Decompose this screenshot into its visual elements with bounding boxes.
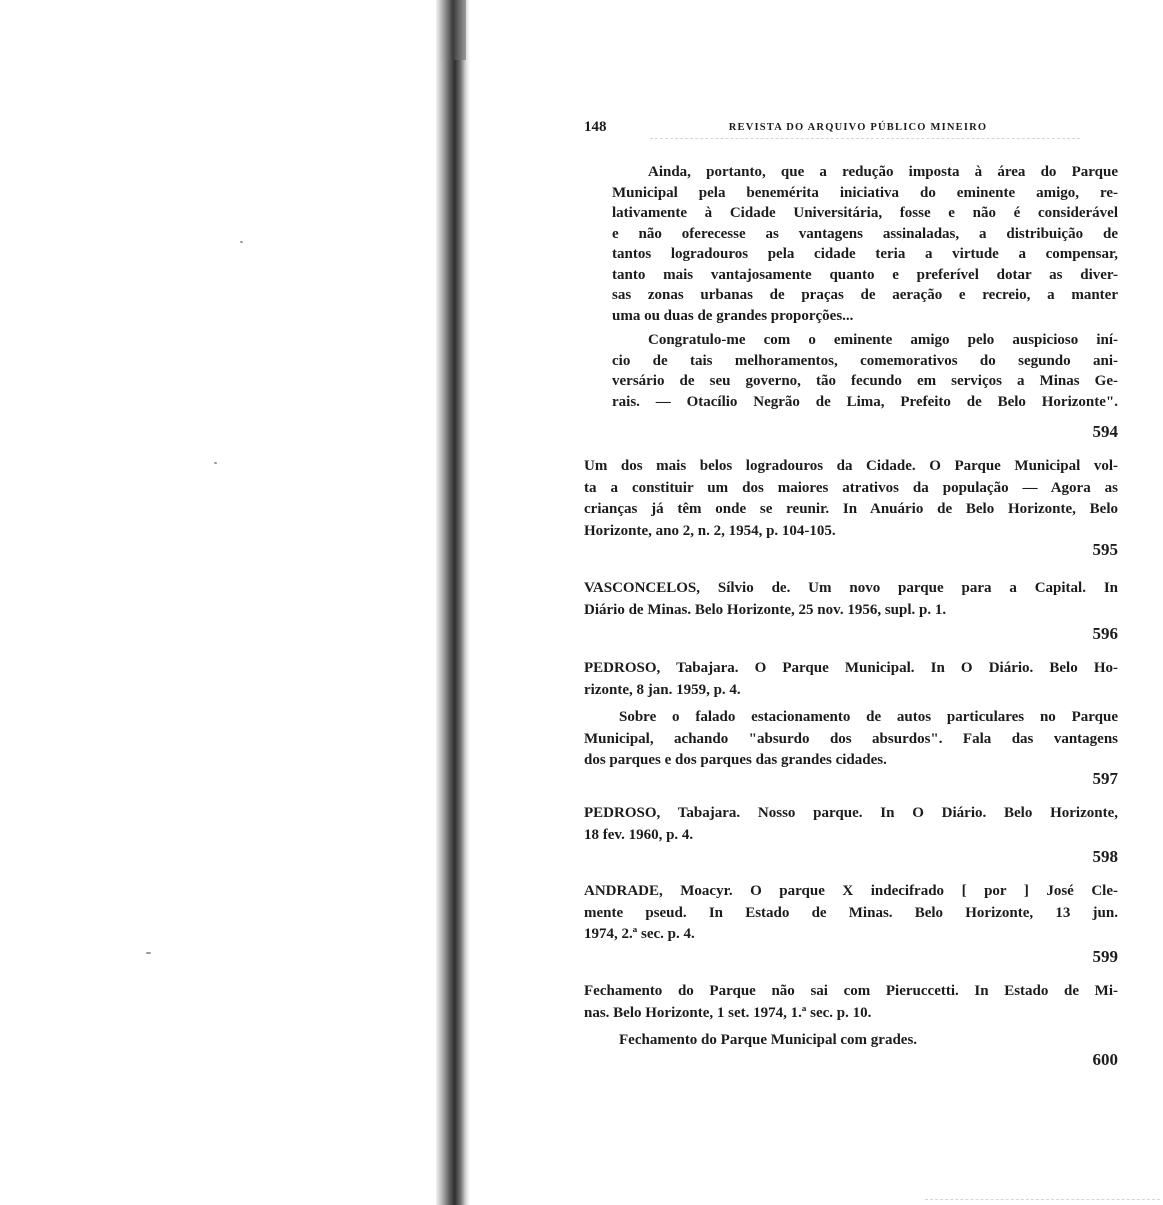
book-binding-shadow-top	[440, 0, 466, 60]
entry-number: 594	[1092, 422, 1118, 441]
entry-number: 596	[1092, 624, 1118, 643]
text-line: rais. — Otacílio Negrão de Lima, Prefeito de Belo Horizonte".	[612, 393, 1118, 410]
text-line: Horizonte, ano 2, n. 2, 1954, p. 104-105.	[584, 522, 836, 539]
text-line: e não oferecesse as vantagens assinaladas, a distribuição de	[612, 225, 1118, 242]
text-line: lativamente à Cidade Universitária, fosse e não é considerável	[612, 205, 1118, 221]
text-line: crianças já têm onde se reunir. In Anuário de Belo Horizonte, Belo	[584, 501, 1118, 517]
entry-citation	[584, 981, 1118, 1024]
entry-number: 600	[1092, 1050, 1118, 1069]
text-line: Diário de Minas. Belo Horizonte, 25 nov. 1956, supl. p. 1.	[584, 601, 947, 618]
entry-number: 599	[1092, 947, 1118, 966]
quote-paragraph-1	[612, 162, 1118, 326]
entry-note	[584, 707, 1118, 772]
text-line: dos parques e dos parques das grandes cidades.	[584, 752, 887, 768]
text-line: Um dos mais belos logradouros da Cidade. O Parque Municipal vol-	[584, 458, 1118, 474]
text-line: cio de tais melhoramentos, comemorativos do segundo ani-	[612, 352, 1118, 369]
text-line: 18 fev. 1960, p. 4.	[584, 826, 694, 843]
text-line: nas. Belo Horizonte, 1 set. 1974, 1.ª sec. p. 10.	[584, 1004, 872, 1021]
text-line: PEDROSO, Tabajara. Nosso parque. In O Diário. Belo Horizonte,	[584, 805, 1118, 821]
entry-citation	[584, 456, 1118, 542]
text-line: sas zonas urbanas de praças de aeração e recreio, a manter	[612, 287, 1118, 303]
text-line: 1974, 2.ª sec. p. 4.	[584, 926, 695, 942]
text-line: PEDROSO, Tabajara. O Parque Municipal. In O Diário. Belo Ho-	[584, 660, 1118, 676]
bottom-rule	[925, 1199, 1160, 1200]
text-line: mente pseud. In Estado de Minas. Belo Horizonte, 13 jun.	[584, 904, 1118, 921]
text-line: Fechamento do Parque não sai com Pieruccetti. In Estado de Mi-	[584, 983, 1118, 999]
quote-paragraph-2	[612, 330, 1118, 412]
text-line: Municipal pela benemérita iniciativa do eminente amigo, re-	[612, 184, 1118, 201]
entry-citation	[584, 578, 1118, 621]
text-line: Fechamento do Parque Municipal com grades.	[619, 1032, 918, 1048]
entry-number: 598	[1092, 847, 1118, 866]
text-line: tantos logradouros pela cidade teria a virtude a compensar,	[612, 246, 1118, 262]
text-line: uma ou duas de grandes proporções...	[612, 307, 854, 324]
page-number: 148	[584, 119, 607, 135]
scan-speck	[146, 952, 151, 954]
text-line: rizonte, 8 jan. 1959, p. 4.	[584, 681, 741, 698]
text-line: VASCONCELOS, Sílvio de. Um novo parque para a Capital. In	[584, 580, 1118, 596]
running-title: REVISTA DO ARQUIVO PÚBLICO MINEIRO	[728, 122, 988, 133]
text-line: Municipal, achando "absurdo dos absurdos". Fala das vantagens	[584, 730, 1118, 747]
text-line: tanto mais vantajosamente quanto e preferível dotar as diver-	[612, 266, 1118, 283]
scan-speck	[214, 462, 217, 464]
entry-citation	[584, 803, 1118, 846]
entry-number: 595	[1092, 540, 1118, 559]
entry-note	[584, 1030, 1118, 1052]
book-binding-shadow	[436, 0, 470, 1205]
text-line: ANDRADE, Moacyr. O parque X indecifrado [ por ] José Cle-	[584, 883, 1118, 899]
text-line: ta a constituir um dos maiores atrativos da população — Agora as	[584, 479, 1118, 496]
text-line: Sobre o falado estacionamento de autos particulares no Parque	[619, 709, 1118, 725]
entry-citation	[584, 881, 1118, 946]
entry-number: 597	[1092, 769, 1118, 788]
scan-speck	[240, 241, 243, 243]
entry-citation	[584, 658, 1118, 701]
text-line: Ainda, portanto, que a redução imposta à área do Parque	[648, 164, 1118, 180]
text-line: Congratulo-me com o eminente amigo pelo auspicioso iní-	[648, 332, 1118, 348]
header-rule	[650, 138, 1080, 139]
text-line: versário de seu governo, tão fecundo em serviços a Minas Ge-	[612, 373, 1118, 389]
